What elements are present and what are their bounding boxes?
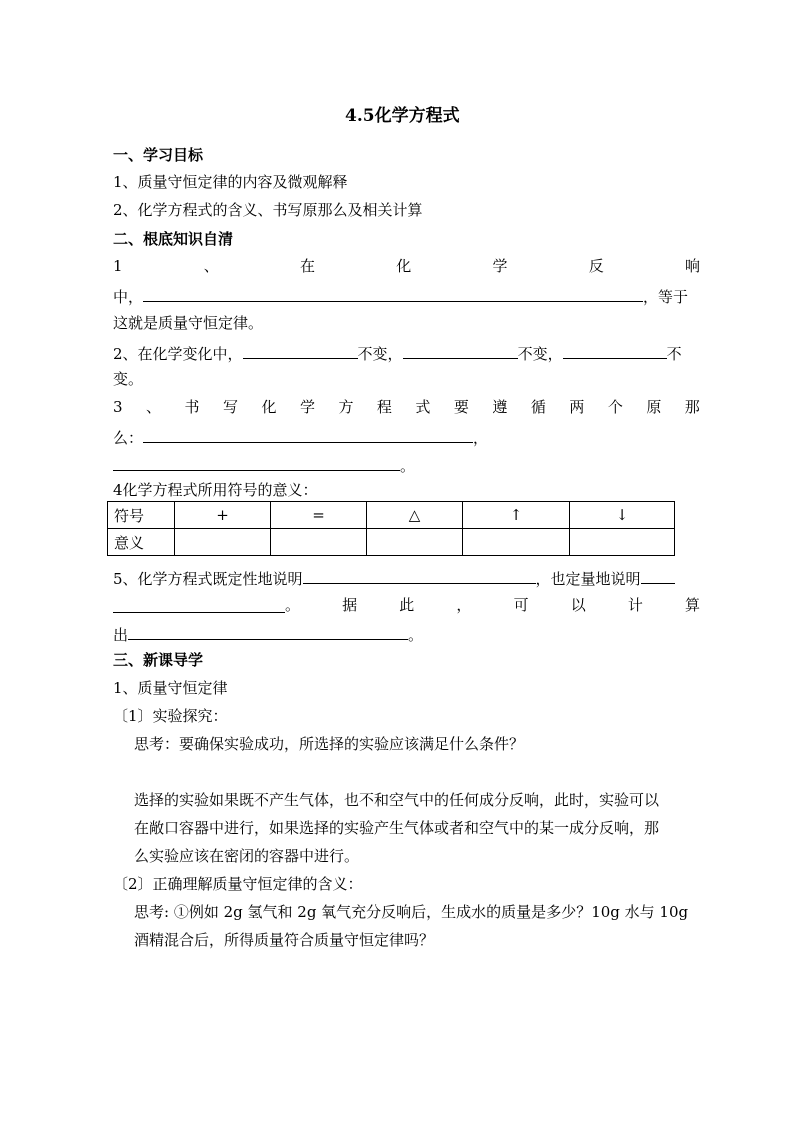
q5-char: ，: [456, 596, 472, 614]
think-2-line-2: 酒精混合后，所得质量符合质量守恒定律吗？: [134, 931, 435, 949]
q1-char: 1: [113, 257, 123, 275]
q3-blank-1[interactable]: [143, 425, 473, 443]
question-5-line-3: [113, 622, 423, 645]
q3-char: 那: [684, 398, 700, 416]
q3-char: 循: [530, 398, 546, 416]
symbol-equals-cell: =: [271, 502, 367, 529]
q5-blank-3[interactable]: [128, 622, 408, 640]
q2-text-d: 不: [666, 345, 682, 363]
q3-char: 原: [646, 398, 662, 416]
q2-text-b: 不变，: [357, 345, 403, 363]
answer-line-3: 么实验应该在密闭的容器中进行。: [134, 847, 360, 865]
q2-blank-3[interactable]: [563, 341, 667, 359]
q5-blank-1[interactable]: [303, 566, 536, 584]
question-5-line-2: [285, 595, 700, 615]
objective-2: 2、化学方程式的含义、书写原那么及相关计算: [113, 201, 423, 219]
q5-char: 算: [684, 596, 700, 614]
meaning-cell[interactable]: [570, 529, 675, 556]
think-1: 思考：要确保实验成功，所选择的实验应该满足什么条件？: [134, 735, 525, 753]
q5-blank-2[interactable]: [641, 566, 675, 584]
symbol-gas-cell: ↑: [463, 502, 570, 529]
q3-text-b: ，: [473, 429, 489, 447]
q3-blank-2[interactable]: [113, 453, 400, 471]
q1-char: 在: [300, 257, 316, 275]
q5-text-e: 。: [408, 626, 424, 644]
question-3-line-2: [113, 425, 488, 448]
question-3-line-1: [113, 397, 700, 417]
q3-char: 书: [184, 398, 200, 416]
q1-char: 学: [492, 257, 508, 275]
q3-char: 个: [607, 398, 623, 416]
q1-text-a: 中，: [113, 288, 144, 306]
question-5-line-1: [113, 566, 675, 589]
subsection-1: 1、质量守恒定律: [113, 679, 228, 697]
q2-text-c: 不变，: [517, 345, 563, 363]
q5-blank-2-cont[interactable]: [113, 595, 285, 613]
section-1-heading: 一、学习目标: [113, 146, 204, 164]
page-title: 4.5化学方程式: [345, 106, 460, 126]
q3-char: 式: [415, 398, 431, 416]
table-row-symbols: [108, 502, 675, 529]
q5-char: 可: [513, 596, 529, 614]
q5-char: 。: [285, 596, 301, 614]
meaning-cell[interactable]: [271, 529, 367, 556]
q1-char: 化: [396, 257, 412, 275]
q5-text-a: 5、化学方程式既定性地说明: [113, 570, 303, 588]
q1-text-b: ，等于: [643, 288, 689, 306]
symbol-table: [107, 501, 675, 556]
q3-char: 学: [299, 398, 315, 416]
symbol-label-cell: 符号: [108, 502, 175, 529]
table-row-meanings: [108, 529, 675, 556]
question-2-line-2: 变。: [113, 370, 144, 388]
q3-char: 程: [376, 398, 392, 416]
answer-line-2: 在敞口容器中进行，如果选择的实验产生气体或者和空气中的某一成分反响，那: [134, 819, 660, 837]
meaning-cell[interactable]: [463, 529, 570, 556]
question-2-line-1: [113, 341, 682, 364]
q3-char: 遵: [492, 398, 508, 416]
q5-blank-2-continued: [113, 595, 285, 618]
q5-char: 以: [570, 596, 586, 614]
q5-text-d: 出: [113, 626, 129, 644]
meaning-cell[interactable]: [367, 529, 463, 556]
meaning-label-cell: 意义: [108, 529, 175, 556]
question-3-line-3: [113, 453, 415, 476]
q5-char: 计: [627, 596, 643, 614]
q3-char: 要: [453, 398, 469, 416]
symbol-plus-cell: +: [175, 502, 271, 529]
question-1-line-2: [113, 284, 688, 307]
q2-blank-2[interactable]: [403, 341, 518, 359]
q2-blank-1[interactable]: [243, 341, 358, 359]
q5-char: 此: [399, 596, 415, 614]
q3-char: 、: [146, 398, 162, 416]
part-2-heading: 〔2〕正确理解质量守恒定律的含义：: [113, 875, 363, 893]
q3-char: 写: [222, 398, 238, 416]
section-2-heading: 二、根底知识自清: [113, 230, 234, 248]
q1-char: 响: [684, 257, 700, 275]
q3-char: 方: [338, 398, 354, 416]
question-1-line-3: 这就是质量守恒定律。: [113, 314, 264, 332]
q1-char: 反: [588, 257, 604, 275]
q1-char: 、: [203, 257, 219, 275]
question-4: 4化学方程式所用符号的意义：: [113, 481, 318, 499]
symbol-precipitate-cell: ↓: [570, 502, 675, 529]
part-1-heading: 〔1〕实验探究：: [113, 707, 228, 725]
q3-char: 3: [113, 398, 123, 416]
symbol-heat-cell: △: [367, 502, 463, 529]
think-2-line-1: 思考: ①例如 2g 氢气和 2g 氧气充分反响后，生成水的质量是多少？10g 水与 10g: [134, 903, 689, 921]
objective-1: 1、质量守恒定律的内容及微观解释: [113, 173, 348, 191]
question-1-line-1: [113, 256, 700, 276]
answer-line-1: 选择的实验如果既不产生气体，也不和空气中的任何成分反响，此时，实验可以: [134, 791, 660, 809]
q3-text-a: 么：: [113, 429, 144, 447]
q3-char: 两: [569, 398, 585, 416]
q5-text-b: ，也定量地说明: [535, 570, 641, 588]
q2-text-a: 2、在化学变化中，: [113, 345, 243, 363]
q3-char: 化: [261, 398, 277, 416]
meaning-cell[interactable]: [175, 529, 271, 556]
q3-text-c: 。: [400, 457, 416, 475]
section-3-heading: 三、新课导学: [113, 651, 204, 669]
q5-char: 据: [342, 596, 358, 614]
q1-blank[interactable]: [143, 284, 643, 302]
